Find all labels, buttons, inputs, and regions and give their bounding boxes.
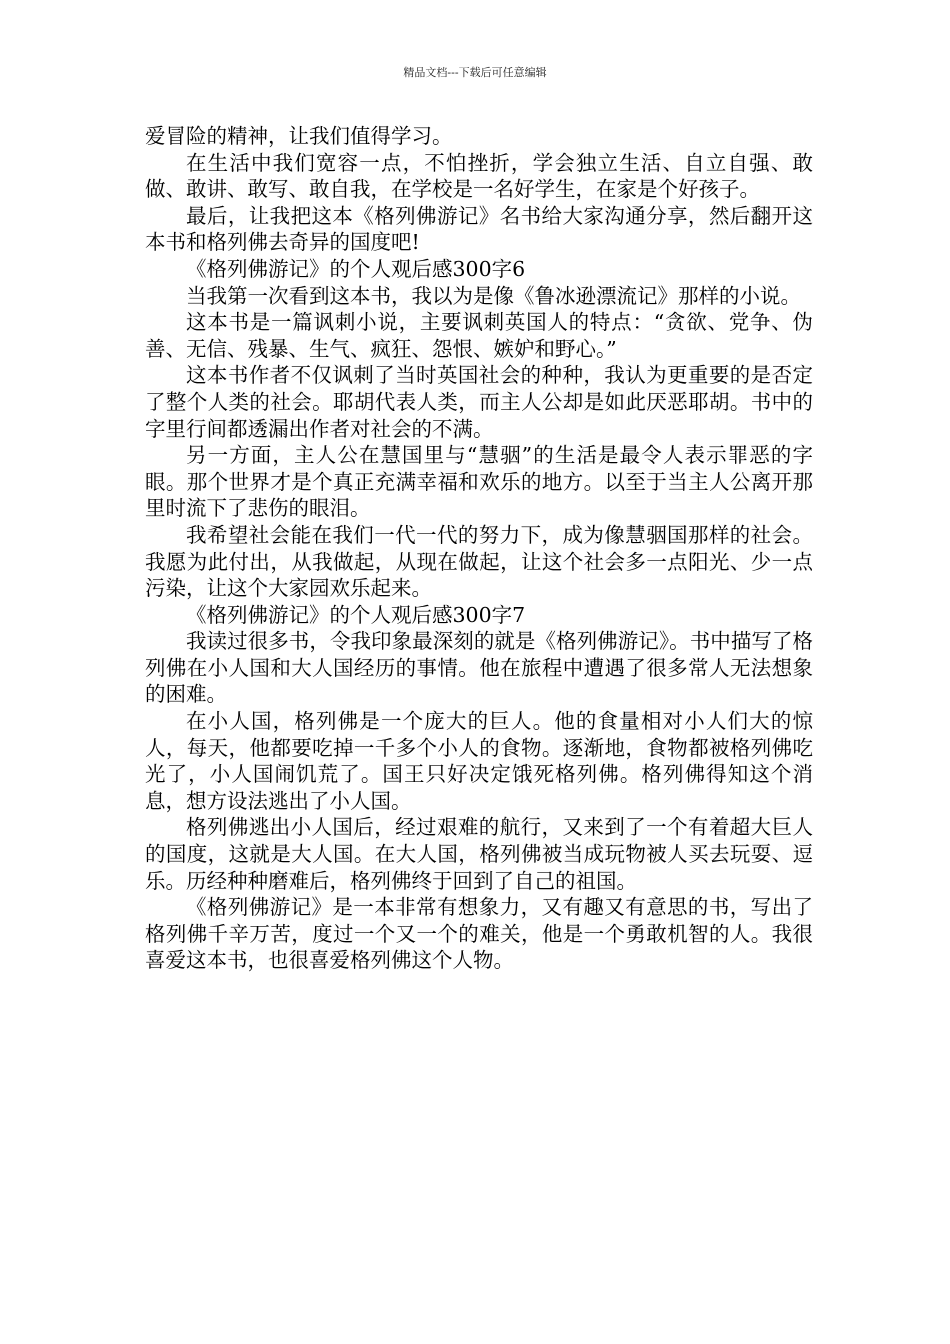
paragraph: 《格列佛游记》是一本非常有想象力，又有趣又有意思的书，写出了格列佛千辛万苦，度过一个又一个的难关，他是一个勇敢机智的人。我很喜爱这本书，也很喜爱格列佛这个人物。 xyxy=(145,895,813,973)
document-body xyxy=(145,123,813,974)
paragraph: 我希望社会能在我们一代一代的努力下，成为像慧骃国那样的社会。我愿为此付出，从我做起，从现在做起，让这个社会多一点阳光、少一点污染，让这个大家园欢乐起来。 xyxy=(145,522,813,601)
paragraph: 我读过很多书，令我印象最深刻的就是《格列佛游记》。书中描写了格列佛在小人国和大人国经历的事情。他在旅程中遭遇了很多常人无法想象的困难。 xyxy=(145,629,813,707)
paragraph: 爱冒险的精神，让我们值得学习。 xyxy=(145,124,453,148)
page-header: 精品文档---下载后可任意编辑 xyxy=(403,66,547,79)
paragraph: 另一方面，主人公在慧国里与“慧骃”的生活是最令人表示罪恶的字眼。那个世界才是个真正充满幸福和欢乐的地方。以至于当主人公离开那里时流下了悲伤的眼泪。 xyxy=(145,443,813,521)
paragraph: 当我第一次看到这本书，我以为是像《鲁冰逊漂流记》那样的小说。 xyxy=(186,283,801,308)
section-heading: 《格列佛游记》的个人观后感300字6 xyxy=(186,256,526,281)
paragraph: 这本书是一篇讽刺小说，主要讽刺英国人的特点：“贪欲、党争、伪善、无信、残暴、生气、疯狂、怨恨、嫉妒和野心。” xyxy=(145,310,813,361)
paragraph: 在生活中我们宽容一点，不怕挫折，学会独立生活、自立自强、敢做、敢讲、敢写、敢自我，在学校是一名好学生，在家是个好孩子。 xyxy=(145,150,813,202)
paragraph: 在小人国，格列佛是一个庞大的巨人。他的食量相对小人们大的惊人，每天，他都要吃掉一千多个小人的食物。逐渐地，食物都被格列佛吃光了，小人国闹饥荒了。国王只好决定饿死格列佛。格列佛得知这个消息，想方设法逃出了小人国。 xyxy=(145,709,813,813)
paragraph: 这本书作者不仅讽刺了当时英国社会的种种，我认为更重要的是否定了整个人类的社会。耶胡代表人类，而主人公却是如此厌恶耶胡。书中的字里行间都透漏出作者对社会的不满。 xyxy=(145,363,813,441)
paragraph: 最后，让我把这本《格列佛游记》名书给大家沟通分享，然后翻开这本书和格列佛去奇异的国度吧! xyxy=(145,203,813,255)
section-heading: 《格列佛游记》的个人观后感300字7 xyxy=(186,602,526,627)
paragraph: 格列佛逃出小人国后，经过艰难的航行，又来到了一个有着超大巨人的国度，这就是大人国。在大人国，格列佛被当成玩物被人买去玩耍、逗乐。历经种种磨难后，格列佛终于回到了自己的祖国。 xyxy=(145,815,813,893)
